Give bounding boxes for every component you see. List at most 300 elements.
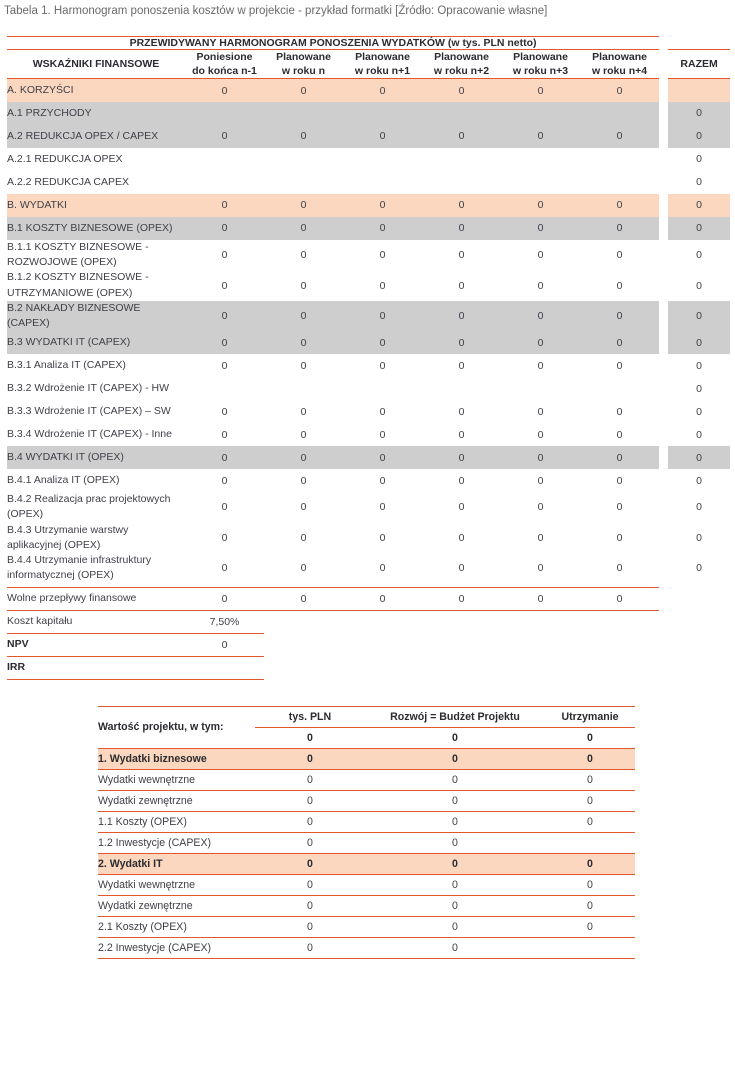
value-cell: 0 (221, 531, 228, 544)
row-label: B.4.3 Utrzymanie warstwy aplikacyjnej (OPEX) (7, 523, 129, 551)
value-cell (422, 102, 501, 125)
empty-cells (264, 656, 659, 679)
value-cell: 0 (365, 832, 545, 853)
value-cell: 0 (422, 587, 501, 610)
value-cell: 0 (185, 79, 264, 102)
value-cell: 0 (365, 937, 545, 958)
value-cell: 0 (300, 428, 307, 441)
header-line2: w roku n+1 (354, 65, 411, 78)
razem-cell: 0 (696, 501, 703, 514)
value-cell: 0 (343, 301, 422, 331)
row-label: Wydatki wewnętrzne (98, 769, 255, 790)
razem-cell: 0 (696, 428, 703, 441)
value-cell: 0 (343, 125, 422, 148)
value-cell: 0 (221, 501, 228, 514)
kpi-row (7, 656, 730, 679)
row-label: A.1 PRZYCHODY (7, 102, 185, 125)
row-label: 1.1 Koszty (OPEX) (98, 811, 255, 832)
value-cell (185, 171, 264, 194)
value-cell: 0 (616, 428, 623, 441)
value-cell (580, 148, 659, 171)
row-label: B.3.1 Analiza IT (CAPEX) (7, 359, 126, 372)
column-gap (659, 446, 668, 469)
razem-cell (668, 633, 730, 656)
main-table-row (7, 148, 730, 171)
value-cell: 0 (264, 331, 343, 354)
row-label: B.4.4 Utrzymanie infrastruktury informatycznej (OPEX) (7, 554, 152, 582)
row-label: B.1 KOSZTY BIZNESOWE (OPEX) (7, 217, 185, 240)
value-cell (264, 148, 343, 171)
main-table-row (7, 125, 730, 148)
row-label: B.2 NAKŁADY BIZNESOWE (CAPEX) (7, 301, 185, 331)
main-table-row (7, 423, 730, 446)
value-cell: 0 (537, 249, 544, 262)
kpi-row (7, 633, 730, 656)
table-caption: Tabela 1. Harmonogram ponoszenia kosztów w projekcie - przykład formatki [Źródło: Opracowanie własne] (4, 5, 548, 17)
razem-cell: 0 (696, 359, 703, 372)
value-cell (264, 377, 343, 400)
razem-cell: 0 (696, 249, 703, 262)
value-cell: 0 (501, 125, 580, 148)
razem-cell (668, 656, 730, 679)
row-label: 2.1 Koszty (OPEX) (98, 916, 255, 937)
value-cell: 0 (365, 895, 545, 916)
kpi-value: 0 (185, 633, 264, 656)
main-table-row (7, 217, 730, 240)
razem-cell: 0 (668, 301, 730, 331)
column-gap (659, 587, 668, 610)
kpi-row (7, 610, 730, 633)
value-cell: 0 (379, 428, 386, 441)
main-table-row (7, 331, 730, 354)
value-cell: 0 (221, 279, 228, 292)
value-cell: 0 (537, 474, 544, 487)
value-cell: 0 (365, 853, 545, 874)
column-gap (659, 400, 668, 423)
header-line1: Poniesione (196, 51, 253, 63)
col-header-rok-n1 (343, 50, 422, 79)
razem-cell: 0 (668, 446, 730, 469)
value-cell: 0 (185, 194, 264, 217)
value-cell: 0 (300, 474, 307, 487)
value-cell: 0 (616, 531, 623, 544)
value-cell: 0 (458, 562, 465, 575)
header-line2: w roku n+4 (591, 65, 648, 78)
razem-cell: 0 (668, 194, 730, 217)
col-header-wskazniki-finansowe: WSKAŹNIKI FINANSOWE (7, 50, 185, 79)
main-table-row (7, 523, 730, 553)
column-gap (659, 610, 668, 633)
harmonogram-table (7, 36, 730, 680)
value-cell (422, 171, 501, 194)
header-line1: Planowane (355, 51, 410, 63)
value-cell: 0 (545, 769, 635, 790)
value-cell (264, 171, 343, 194)
column-gap (659, 37, 668, 50)
value-cell: 0 (379, 531, 386, 544)
column-gap (659, 553, 668, 583)
value-cell (501, 148, 580, 171)
row-label: Wydatki zewnętrzne (98, 790, 255, 811)
value-cell: 0 (580, 301, 659, 331)
razem-cell: 0 (696, 153, 703, 166)
value-cell (185, 377, 264, 400)
value-cell: 0 (422, 446, 501, 469)
value-cell: 0 (501, 79, 580, 102)
value-cell: 0 (300, 562, 307, 575)
row-label: 1.2 Inwestycje (CAPEX) (98, 832, 255, 853)
razem-cell: 0 (696, 279, 703, 292)
second-table-row (98, 769, 635, 790)
value-cell: 0 (580, 587, 659, 610)
row-label: A.2.1 REDUKCJA OPEX (7, 152, 123, 165)
wartosc-projektu-table (98, 706, 635, 959)
razem-cell: 0 (696, 531, 703, 544)
value-cell (185, 102, 264, 125)
second-table-row (98, 811, 635, 832)
value-cell (422, 377, 501, 400)
value-cell: 0 (264, 194, 343, 217)
row-label: B.1.2 KOSZTY BIZNESOWE - UTRZYMANIOWE (OPEX) (7, 271, 149, 299)
value-cell: 0 (185, 446, 264, 469)
value-cell: 0 (300, 279, 307, 292)
value-cell: 0 (343, 217, 422, 240)
value-cell (343, 102, 422, 125)
value-cell (545, 832, 635, 853)
value-cell: 0 (300, 359, 307, 372)
col-header-rok-n2 (422, 50, 501, 79)
value-cell: 0 (422, 217, 501, 240)
value-cell: 0 (221, 249, 228, 262)
value-cell: 0 (255, 937, 365, 958)
free-cash-flow-row (7, 587, 730, 610)
value-cell: 0 (343, 331, 422, 354)
value-cell: 0 (255, 748, 365, 769)
value-cell: 0 (264, 125, 343, 148)
second-table-row (98, 790, 635, 811)
value-cell: 0 (221, 359, 228, 372)
value-cell: 0 (185, 301, 264, 331)
column-gap (659, 102, 668, 125)
value-cell: 0 (255, 895, 365, 916)
value-cell (545, 937, 635, 958)
razem-cell (668, 610, 730, 633)
main-table-row (7, 194, 730, 217)
value-cell (580, 377, 659, 400)
value-cell: 0 (501, 331, 580, 354)
value-cell: 0 (501, 301, 580, 331)
column-gap (659, 469, 668, 492)
col-header-rok-n4 (580, 50, 659, 79)
main-table-title-row (7, 37, 730, 50)
value-cell: 0 (343, 587, 422, 610)
value-cell: 0 (545, 916, 635, 937)
value-cell: 0 (264, 446, 343, 469)
value-cell: 0 (537, 428, 544, 441)
razem-cell (668, 587, 730, 610)
row-label: B.4.2 Realizacja prac projektowych (OPEX) (7, 493, 171, 521)
header-line2: w roku n+2 (433, 65, 490, 78)
value-cell: 0 (458, 501, 465, 514)
razem-cell: 0 (696, 562, 703, 575)
header-line1: Planowane (434, 51, 489, 63)
main-table-row (7, 400, 730, 423)
value-cell (501, 377, 580, 400)
main-table-row (7, 469, 730, 492)
value-cell: 0 (255, 874, 365, 895)
main-table-row (7, 377, 730, 400)
second-header-value: 0 (365, 727, 545, 748)
value-cell: 0 (264, 301, 343, 331)
second-table-row (98, 748, 635, 769)
value-cell: 0 (501, 217, 580, 240)
value-cell: 0 (458, 279, 465, 292)
row-label: B.1.1 KOSZTY BIZNESOWE - ROZWOJOWE (OPEX) (7, 240, 149, 269)
value-cell: 0 (458, 359, 465, 372)
main-table-row (7, 270, 730, 300)
razem-cell: 0 (668, 217, 730, 240)
value-cell: 0 (422, 79, 501, 102)
value-cell: 0 (537, 501, 544, 514)
header-line2: w roku n (281, 65, 326, 78)
row-label: A. KORZYŚCI (7, 79, 185, 102)
empty-cells (264, 610, 659, 633)
value-cell: 0 (501, 194, 580, 217)
value-cell: 0 (221, 428, 228, 441)
value-cell (343, 171, 422, 194)
value-cell: 0 (379, 562, 386, 575)
razem-column-top (668, 37, 730, 50)
value-cell: 0 (185, 587, 264, 610)
main-table-row (7, 492, 730, 522)
row-label: 1. Wydatki biznesowe (98, 748, 255, 769)
value-cell: 0 (300, 249, 307, 262)
value-cell: 0 (185, 217, 264, 240)
col-header-razem: RAZEM (668, 50, 730, 79)
value-cell: 0 (365, 811, 545, 832)
value-cell: 0 (365, 874, 545, 895)
razem-cell (668, 79, 730, 102)
value-cell: 0 (255, 790, 365, 811)
razem-cell: 0 (696, 382, 703, 395)
value-cell: 0 (545, 790, 635, 811)
value-cell (580, 171, 659, 194)
value-cell: 0 (616, 562, 623, 575)
main-table-title: PRZEWIDYWANY HARMONOGRAM PONOSZENIA WYDATKÓW (w tys. PLN netto) (7, 37, 659, 50)
value-cell: 0 (545, 748, 635, 769)
value-cell (343, 148, 422, 171)
header-line2: do końca n-1 (192, 65, 257, 78)
value-cell: 0 (300, 501, 307, 514)
value-cell: 0 (580, 79, 659, 102)
column-gap (659, 656, 668, 679)
column-gap (659, 240, 668, 270)
column-gap (659, 423, 668, 446)
row-label: B.4.1 Analiza IT (OPEX) (7, 474, 120, 487)
value-cell: 0 (379, 501, 386, 514)
row-label: 2.2 Inwestycje (CAPEX) (98, 937, 255, 958)
main-table-row (7, 171, 730, 194)
column-gap (659, 633, 668, 656)
value-cell: 0 (379, 359, 386, 372)
value-cell (185, 148, 264, 171)
second-col-header-rozwoj: Rozwój = Budżet Projektu (365, 706, 545, 727)
second-table-row (98, 853, 635, 874)
value-cell: 0 (343, 446, 422, 469)
value-cell: 0 (458, 531, 465, 544)
value-cell: 0 (458, 405, 465, 418)
column-gap (659, 301, 668, 331)
kpi-label: NPV (7, 633, 185, 656)
value-cell: 0 (537, 531, 544, 544)
column-gap (659, 79, 668, 102)
row-label: B. WYDATKI (7, 194, 185, 217)
second-table-row (98, 874, 635, 895)
kpi-value: 7,50% (185, 610, 264, 633)
value-cell: 0 (537, 405, 544, 418)
value-cell: 0 (422, 301, 501, 331)
value-cell: 0 (545, 895, 635, 916)
value-cell: 0 (537, 359, 544, 372)
col-header-rok-n (264, 50, 343, 79)
row-label: B.3.4 Wdrożenie IT (CAPEX) - Inne (7, 428, 172, 441)
value-cell: 0 (616, 474, 623, 487)
value-cell: 0 (422, 125, 501, 148)
value-cell: 0 (580, 194, 659, 217)
value-cell (501, 102, 580, 125)
row-label: B.3.3 Wdrożenie IT (CAPEX) – SW (7, 405, 171, 418)
row-label: B.3.2 Wdrożenie IT (CAPEX) - HW (7, 382, 170, 395)
row-label: A.2 REDUKCJA OPEX / CAPEX (7, 125, 185, 148)
header-line1: Planowane (513, 51, 568, 63)
value-cell (501, 171, 580, 194)
value-cell (580, 102, 659, 125)
row-label: A.2.2 REDUKCJA CAPEX (7, 175, 129, 188)
column-gap (659, 377, 668, 400)
kpi-label: Koszt kapitału (7, 610, 185, 633)
value-cell: 0 (365, 916, 545, 937)
value-cell: 0 (379, 279, 386, 292)
col-header-rok-n3 (501, 50, 580, 79)
value-cell: 0 (221, 474, 228, 487)
value-cell: 0 (545, 853, 635, 874)
razem-cell: 0 (668, 331, 730, 354)
value-cell: 0 (458, 249, 465, 262)
second-header-value: 0 (545, 727, 635, 748)
column-gap (659, 125, 668, 148)
value-cell: 0 (580, 217, 659, 240)
razem-cell: 0 (668, 125, 730, 148)
value-cell: 0 (255, 853, 365, 874)
header-line2: w roku n+3 (512, 65, 569, 78)
main-table-row (7, 79, 730, 102)
second-header-value: 0 (255, 727, 365, 748)
value-cell: 0 (185, 125, 264, 148)
main-table-row (7, 446, 730, 469)
value-cell: 0 (545, 874, 635, 895)
value-cell: 0 (545, 811, 635, 832)
value-cell: 0 (580, 125, 659, 148)
value-cell: 0 (365, 748, 545, 769)
value-cell: 0 (616, 501, 623, 514)
kpi-label: IRR (7, 656, 185, 679)
second-table-header-row (98, 706, 635, 727)
second-table-label-header: Wartość projektu, w tym: (98, 706, 255, 748)
value-cell: 0 (580, 331, 659, 354)
value-cell: 0 (221, 562, 228, 575)
value-cell: 0 (255, 832, 365, 853)
value-cell: 0 (264, 217, 343, 240)
column-gap (659, 523, 668, 553)
col-header-poniesione (185, 50, 264, 79)
razem-cell: 0 (696, 176, 703, 189)
second-table-row (98, 916, 635, 937)
column-gap (659, 148, 668, 171)
main-table-row (7, 240, 730, 270)
razem-cell: 0 (668, 102, 730, 125)
value-cell: 0 (616, 249, 623, 262)
value-cell: 0 (422, 331, 501, 354)
value-cell: 0 (537, 279, 544, 292)
value-cell: 0 (458, 428, 465, 441)
row-label: Wydatki zewnętrzne (98, 895, 255, 916)
value-cell: 0 (365, 769, 545, 790)
value-cell: 0 (264, 587, 343, 610)
main-table-row (7, 553, 730, 583)
value-cell: 0 (616, 405, 623, 418)
value-cell: 0 (379, 249, 386, 262)
column-gap (659, 194, 668, 217)
column-gap (659, 217, 668, 240)
kpi-value (185, 656, 264, 679)
row-label: Wolne przepływy finansowe (7, 587, 185, 610)
value-cell (343, 377, 422, 400)
value-cell: 0 (255, 916, 365, 937)
value-cell: 0 (501, 587, 580, 610)
value-cell: 0 (616, 359, 623, 372)
header-line1: Planowane (276, 51, 331, 63)
main-table-row (7, 301, 730, 331)
value-cell: 0 (185, 331, 264, 354)
main-table-row (7, 354, 730, 377)
value-cell: 0 (255, 811, 365, 832)
value-cell: 0 (537, 562, 544, 575)
second-table-row (98, 832, 635, 853)
value-cell (422, 148, 501, 171)
value-cell: 0 (343, 194, 422, 217)
row-label: B.3 WYDATKI IT (CAPEX) (7, 331, 185, 354)
value-cell: 0 (255, 769, 365, 790)
column-gap (659, 50, 668, 79)
value-cell: 0 (264, 79, 343, 102)
second-col-header-tys-pln: tys. PLN (255, 706, 365, 727)
column-gap (659, 354, 668, 377)
column-gap (659, 171, 668, 194)
second-col-header-utrzymanie: Utrzymanie (545, 706, 635, 727)
column-gap (659, 331, 668, 354)
value-cell: 0 (300, 405, 307, 418)
second-table-row (98, 895, 635, 916)
value-cell: 0 (458, 474, 465, 487)
row-label: B.4 WYDATKI IT (OPEX) (7, 446, 185, 469)
row-label: 2. Wydatki IT (98, 853, 255, 874)
value-cell: 0 (221, 405, 228, 418)
header-line1: Planowane (592, 51, 647, 63)
value-cell: 0 (422, 194, 501, 217)
value-cell: 0 (501, 446, 580, 469)
column-gap (659, 492, 668, 522)
row-label: Wydatki wewnętrzne (98, 874, 255, 895)
